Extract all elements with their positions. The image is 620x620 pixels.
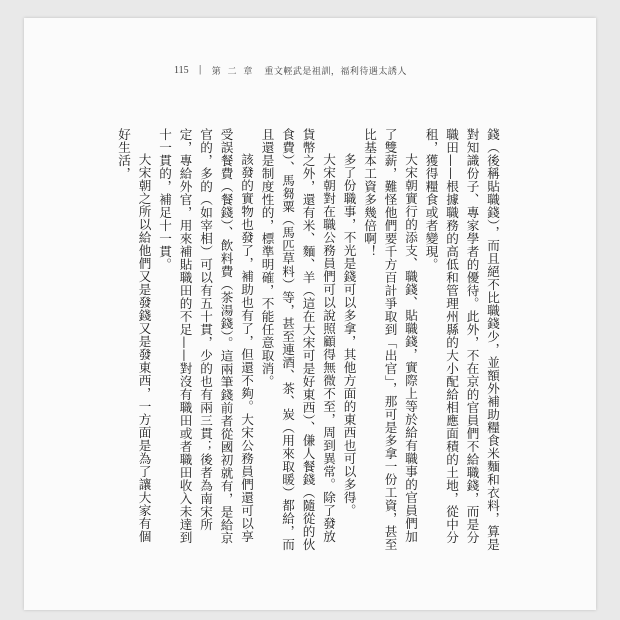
chapter-title: 重文輕武是祖訓，福利待遇太誘人 bbox=[264, 66, 407, 77]
paragraph: 大宋朝實行的添支、職錢、貼職錢，實際上等於給有職事的官員們加了雙薪，難怪他們要千方百計爭取到「出官」，那可是多拿一份工資，甚至比基本工資多幾倍啊！ bbox=[362, 128, 418, 551]
book-page bbox=[24, 18, 596, 610]
paragraph: 錢（後稱貼職錢），而且絕不比職錢少，並額外補助糧食米麵和衣料，算是對知識份子、專家學者的優待。此外，不在京的官員們不給職錢，而是分職田——根據職務的高低和管理州縣的大小配給相應面積的土地，從中分租，獲得糧食或者變現。 bbox=[423, 128, 500, 551]
vertical-body-text bbox=[116, 128, 502, 553]
paragraph: 該發的實物也發了，補助也有了，但還不夠。大宋公務員們還可以享受誤餐費（餐錢）、飲料費（茶湯錢）。這兩筆錢前者從國初就有，是給京官的，多的（如宰相）可以有五十貫，少的也有兩三貫；後者為南宋所定，專給外官，用來補貼職田的不足——對沒有職田或者職田收入未達到十一貫的，補足十一貫。 bbox=[157, 128, 254, 545]
header-separator: | bbox=[198, 65, 202, 75]
paragraph: 大宋朝對在職公務員們可以說照顧得無微不至，周到異常。除了發放貨幣之外，還有米、麵、羊（這在大宋可是好東西）、傔人餐錢（隨從的伙食費）、馬芻粟（馬匹草料）等，甚至連酒、茶、炭（用來取暖）都給，而且還是制度性的，標準明確，不能任意取消。 bbox=[259, 128, 336, 551]
chapter-label: 第 二 章 bbox=[211, 66, 255, 77]
running-head bbox=[174, 64, 407, 76]
paragraph: 多了份職事，不光是錢可以多拿，其他方面的東西也可以多得。 bbox=[341, 153, 357, 518]
page-number: 115 bbox=[174, 64, 189, 76]
paragraph: 大宋朝之所以給他們又是發錢又是發東西，一方面是為了讓大家有個好生活， bbox=[116, 128, 152, 544]
